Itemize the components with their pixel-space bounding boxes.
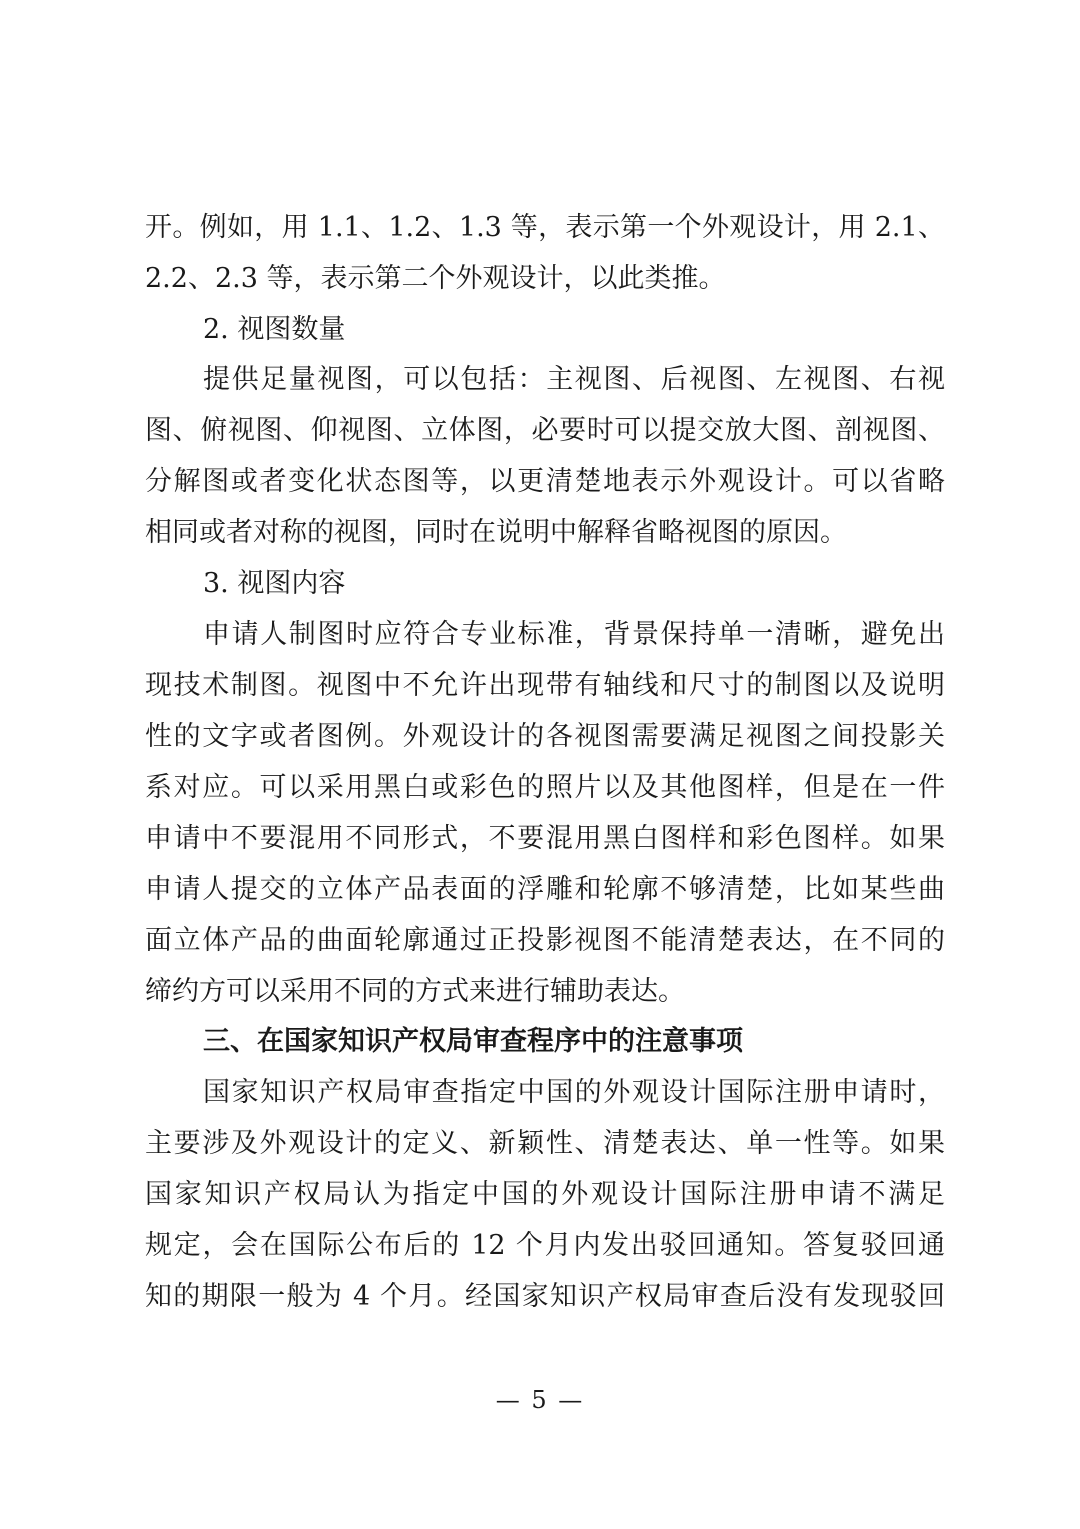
- paragraph-line: 国家知识产权局认为指定中国的外观设计国际注册申请不满足: [145, 1179, 945, 1210]
- paragraph-line: 缔约方可以采用不同的方式来进行辅助表达。: [145, 976, 685, 1007]
- paragraph-line: 图、俯视图、仰视图、立体图，必要时可以提交放大图、剖视图、: [145, 415, 945, 446]
- paragraph-line: 主要涉及外观设计的定义、新颖性、清楚表达、单一性等。如果: [145, 1128, 945, 1159]
- section-subheading: 3. 视图内容: [203, 568, 346, 599]
- paragraph-line: 申请人提交的立体产品表面的浮雕和轮廓不够清楚，比如某些曲: [145, 874, 945, 905]
- paragraph-line: 分解图或者变化状态图等，以更清楚地表示外观设计。可以省略: [145, 466, 945, 497]
- paragraph-line: 知的期限一般为 4 个月。经国家知识产权局审查后没有发现驳回: [145, 1281, 945, 1312]
- paragraph-line: 国家知识产权局审查指定中国的外观设计国际注册申请时，: [203, 1077, 945, 1108]
- page-number: — 5 —: [495, 1386, 585, 1414]
- paragraph-line: 开。例如，用 1.1、1.2、1.3 等，表示第一个外观设计，用 2.1、: [145, 212, 945, 243]
- paragraph-line: 规定，会在国际公布后的 12 个月内发出驳回通知。答复驳回通: [145, 1230, 945, 1261]
- paragraph-line: 2.2、2.3 等，表示第二个外观设计，以此类推。: [145, 263, 726, 294]
- section-heading: 三、在国家知识产权局审查程序中的注意事项: [203, 1026, 743, 1057]
- paragraph-line: 现技术制图。视图中不允许出现带有轴线和尺寸的制图以及说明: [145, 670, 945, 701]
- paragraph-line: 面立体产品的曲面轮廓通过正投影视图不能清楚表达，在不同的: [145, 925, 945, 956]
- section-subheading: 2. 视图数量: [203, 314, 346, 345]
- paragraph-line: 提供足量视图，可以包括：主视图、后视图、左视图、右视: [203, 364, 945, 395]
- paragraph-line: 申请中不要混用不同形式，不要混用黑白图样和彩色图样。如果: [145, 823, 945, 854]
- paragraph-line: 性的文字或者图例。外观设计的各视图需要满足视图之间投影关: [145, 721, 945, 752]
- paragraph-line: 申请人制图时应符合专业标准，背景保持单一清晰，避免出: [203, 619, 945, 650]
- paragraph-line: 相同或者对称的视图，同时在说明中解释省略视图的原因。: [145, 517, 847, 548]
- paragraph-line: 系对应。可以采用黑白或彩色的照片以及其他图样，但是在一件: [145, 772, 945, 803]
